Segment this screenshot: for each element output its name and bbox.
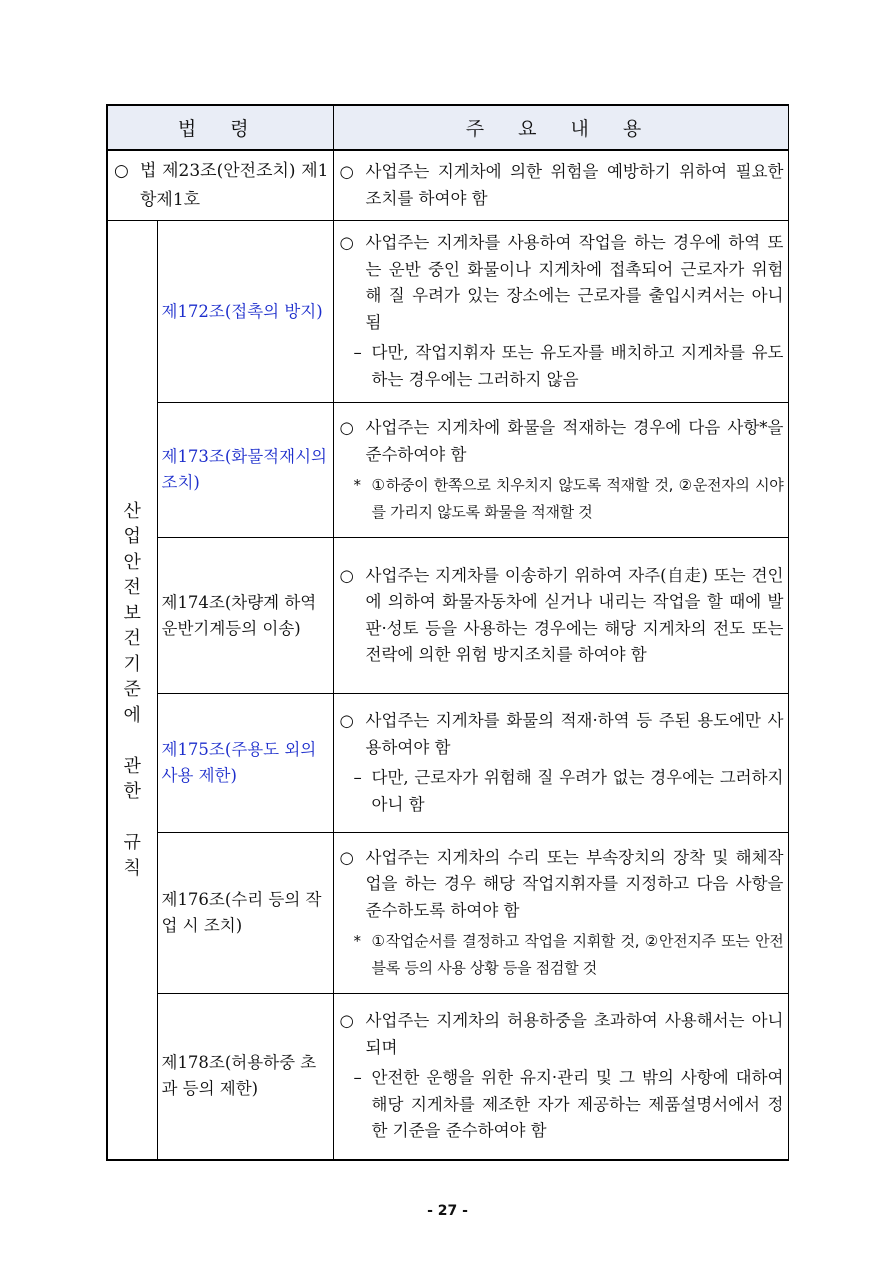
page-number: - 27 - <box>427 1203 468 1219</box>
article-title: 제175조(주용도 외의 사용 제한) <box>157 694 333 833</box>
main-content-cell <box>333 150 788 221</box>
content-text: 사업주는 지게차를 이송하기 위하여 자주(自走) 또는 견인에 의하여 화물자동차에 싣거나 내리는 작업을 할 때에 발판·성토 등을 사용하는 경우에는 해당 지게차의 전도 또는 전락에 의한 위험 방지조치를 하여야 함 <box>365 565 784 664</box>
article-row <box>107 994 788 1160</box>
vertical-label-char: 건 <box>123 628 141 649</box>
main-law-text: 법 제23조(안전조치) 제1항제1호 <box>140 160 329 210</box>
main-law-row <box>107 150 788 221</box>
vertical-label-char: 한 <box>123 781 141 802</box>
vertical-label-char: 산 <box>123 500 141 522</box>
content-subitem <box>340 1065 784 1145</box>
vertical-label-char: 규 <box>123 832 141 853</box>
asterisk-marker: * <box>353 932 361 951</box>
vertical-label-char <box>108 728 157 754</box>
content-item <box>340 1008 784 1061</box>
bullet-marker: ○ <box>339 233 354 252</box>
article-content <box>333 694 788 833</box>
article-title: 제174조(차량계 하역운반기계등의 이송) <box>157 538 333 694</box>
bullet-marker: ○ <box>339 162 354 181</box>
content-text: 사업주는 지게차에 화물을 적재하는 경우에 다음 사항*을 준수하여야 함 <box>365 418 784 464</box>
article-row <box>107 221 788 403</box>
law-table <box>106 104 789 1161</box>
main-content-text: 사업주는 지게차에 의한 위험을 예방하기 위하여 필요한 조치를 하여야 함 <box>365 162 784 208</box>
article-row <box>107 694 788 833</box>
content-text: 사업주는 지게차의 수리 또는 부속장치의 장착 및 해체작업을 하는 경우 해당 작업지휘자를 지정하고 다음 사항을 준수하도록 하여야 함 <box>365 847 784 920</box>
article-row <box>107 833 788 994</box>
regulation-vertical-label <box>107 221 157 1160</box>
header-row <box>107 105 788 150</box>
bullet-marker: ○ <box>339 711 354 730</box>
article-row <box>107 538 788 694</box>
article-content <box>333 833 788 994</box>
article-content <box>333 538 788 694</box>
asterisk-marker: * <box>353 476 361 494</box>
vertical-label-char: 안 <box>123 551 141 573</box>
article-title: 제173조(화물적재시의 조치) <box>157 403 333 538</box>
vertical-label-char: 업 <box>123 526 141 547</box>
content-item <box>340 845 784 925</box>
content-text: 사업주는 지게차를 화물의 적재·하역 등 주된 용도에만 사용하여야 함 <box>365 711 784 757</box>
vertical-label-char: 보 <box>123 602 141 624</box>
bullet-marker: ○ <box>339 847 354 867</box>
content-item <box>340 708 784 761</box>
content-item <box>340 563 784 669</box>
article-content <box>333 994 788 1160</box>
header-content: 주 요 내 용 <box>333 105 788 150</box>
content-text: 사업주는 지게차를 사용하여 작업을 하는 경우에 하역 또는 운반 중인 화물이나 지게차에 접촉되어 근로자가 위험해 질 우려가 있는 장소에는 근로자를 출입시켜서는 아니 됨 <box>365 233 784 332</box>
bullet-marker: ○ <box>339 565 354 585</box>
article-content <box>333 403 788 538</box>
main-law-cell <box>107 150 333 221</box>
vertical-label-char: 칙 <box>123 857 141 879</box>
content-note <box>340 472 784 525</box>
dash-marker: – <box>353 1068 362 1087</box>
header-law: 법 령 <box>107 105 333 150</box>
content-subitem <box>340 765 784 818</box>
dash-marker: – <box>353 768 362 787</box>
content-item <box>340 230 784 336</box>
content-text: 다만, 근로자가 위험해 질 우려가 없는 경우에는 그러하지 아니 함 <box>371 768 784 814</box>
article-title: 제178조(허용하중 초과 등의 제한) <box>157 994 333 1160</box>
bullet-marker: ○ <box>339 418 354 437</box>
vertical-label-char: 준 <box>123 679 141 700</box>
content-text: ①작업순서를 결정하고 작업을 지휘할 것, ②안전지주 또는 안전블록 등의 사용 상황 등을 점검할 것 <box>371 932 784 977</box>
vertical-label-char: 에 <box>123 704 141 726</box>
content-text: 안전한 운행을 위한 유지·관리 및 그 밖의 사항에 대하여 해당 지게차를 제조한 자가 제공하는 제품설명서에서 정한 기준을 준수하여야 함 <box>371 1068 784 1140</box>
content-text: 다만, 작업지휘자 또는 유도자를 배치하고 지게차를 유도하는 경우에는 그러하지 않음 <box>371 343 784 389</box>
article-title: 제172조(접촉의 방지) <box>157 221 333 403</box>
article-row <box>107 403 788 538</box>
bullet-marker: ○ <box>114 160 129 181</box>
dash-marker: – <box>353 343 362 362</box>
article-title: 제176조(수리 등의 작업 시 조치) <box>157 833 333 994</box>
content-note <box>340 928 784 981</box>
vertical-label-char: 전 <box>123 577 141 598</box>
content-text: 사업주는 지게차의 허용하중을 초과하여 사용해서는 아니 되며 <box>365 1011 784 1057</box>
content-subitem <box>340 340 784 393</box>
bullet-marker: ○ <box>339 1011 354 1030</box>
article-content <box>333 221 788 403</box>
vertical-label-char <box>108 805 157 831</box>
vertical-label-char: 기 <box>123 653 141 675</box>
content-text: ①하중이 한쪽으로 치우치지 않도록 적재할 것, ②운전자의 시야를 가리지 않도록 화물을 적재할 것 <box>371 476 784 521</box>
content-item <box>340 415 784 468</box>
vertical-label-char: 관 <box>123 755 141 777</box>
